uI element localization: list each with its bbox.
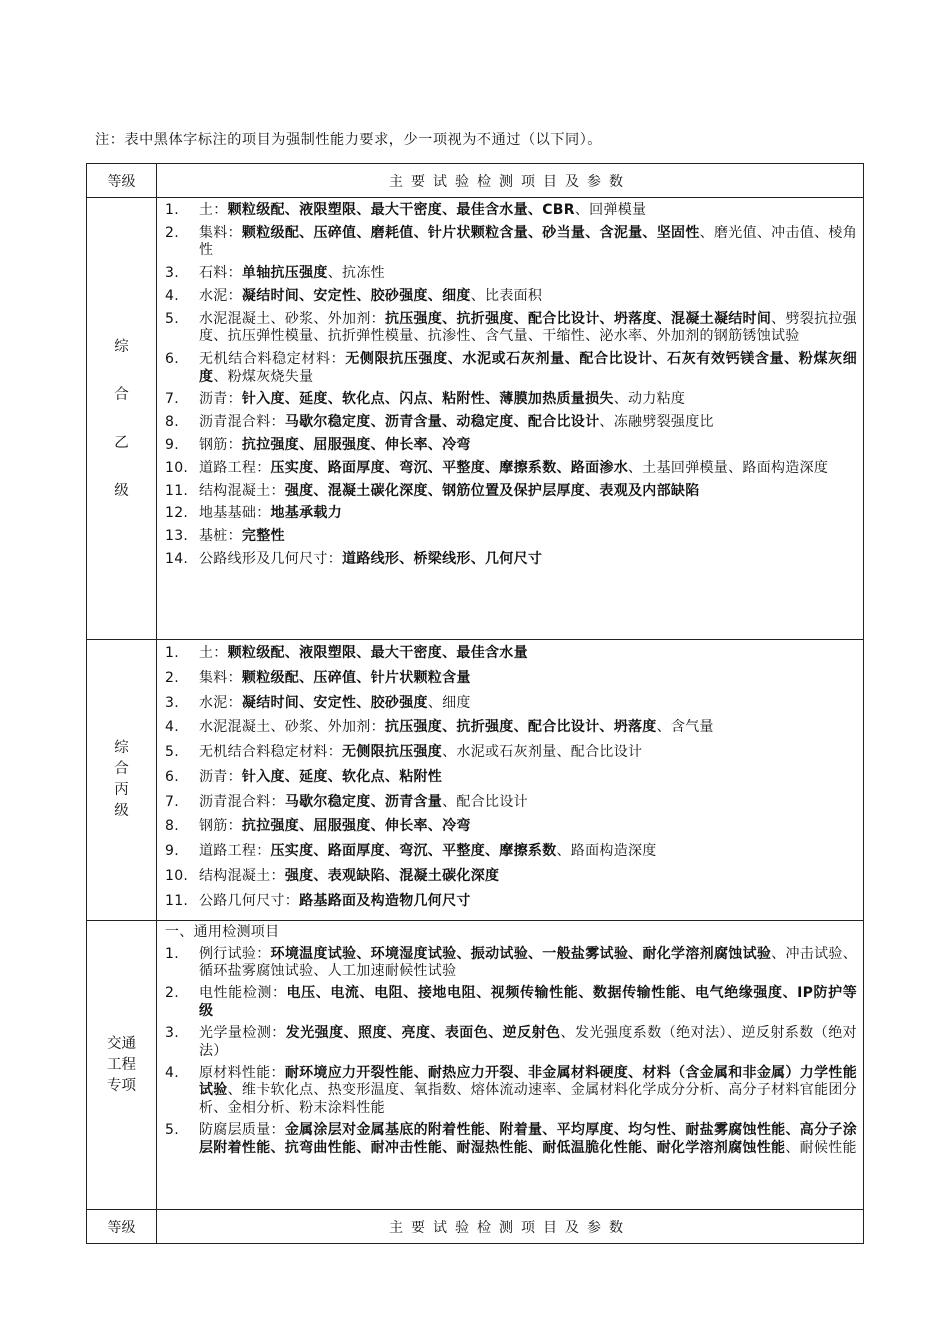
item-number: 2. xyxy=(165,224,179,241)
item-number: 11. xyxy=(165,892,189,909)
item-text xyxy=(199,1025,857,1060)
mandatory-parameters: 抗拉强度、屈服强度、伸长率、冷弯 xyxy=(241,818,471,835)
item-category: 结构混凝土： xyxy=(199,868,285,885)
item-category: 沥青混合料： xyxy=(199,414,285,431)
item-number: 7. xyxy=(165,793,179,810)
item-category: 光学量检测： xyxy=(199,1024,286,1041)
item-category: 地基基础： xyxy=(199,505,271,522)
item-text xyxy=(199,505,857,523)
item-category: 土： xyxy=(199,645,228,661)
item-text xyxy=(199,551,857,569)
item-text xyxy=(199,794,857,812)
item-text xyxy=(199,414,857,432)
item-text xyxy=(199,265,857,283)
item-category: 公路线形及几何尺寸： xyxy=(199,550,342,567)
mandatory-parameters: 马歇尔稳定度、沥青含量 xyxy=(284,793,443,810)
list-item xyxy=(165,818,857,836)
mandatory-parameters: 耐环境应力开裂性能、耐热应力开裂、非金属材料硬度、材料（含金属和非金属）力学性能试验 xyxy=(199,1064,857,1099)
list-item xyxy=(165,1025,857,1060)
mandatory-parameters: 地基承载力 xyxy=(270,505,342,522)
item-category: 道路工程： xyxy=(199,843,271,860)
item-text xyxy=(199,202,857,220)
item-category: 基桩： xyxy=(199,528,242,545)
item-category: 土： xyxy=(199,202,228,218)
optional-parameters: 、比表面积 xyxy=(470,287,543,304)
item-text xyxy=(199,391,857,409)
optional-parameters: 、维卡软化点、热变形温度、氧指数、熔体流动速率、金属材料化学成分分析、高分子材料官能团分析、金相分析、粉末涂料性能 xyxy=(199,1082,857,1116)
item-text xyxy=(199,670,857,688)
item-category: 道路工程： xyxy=(199,459,271,476)
item-category: 钢筋： xyxy=(199,437,242,454)
item-number: 12. xyxy=(165,505,189,522)
item-number: 8. xyxy=(165,414,179,431)
mandatory-parameters: 压实度、路面厚度、弯沉、平整度、摩擦系数、路面渗水 xyxy=(270,459,628,476)
item-category: 水泥混凝土、砂浆、外加剂： xyxy=(199,719,385,736)
item-text xyxy=(199,868,857,886)
optional-parameters: 、冲击试验、循环盐雾腐蚀试验、人工加速耐候性试验 xyxy=(199,945,858,980)
item-text xyxy=(199,695,857,713)
item-number: 11. xyxy=(165,482,189,499)
item-text xyxy=(199,719,857,737)
item-category: 集料： xyxy=(199,669,242,686)
item-number: 4. xyxy=(165,287,179,304)
mandatory-parameters: 单轴抗压强度 xyxy=(241,265,328,282)
optional-parameters: 、粉煤灰烧失量 xyxy=(213,368,314,385)
optional-parameters: 、土基回弹模量、路面构造深度 xyxy=(628,459,829,476)
table-note: 注：表中黑体字标注的项目为强制性能力要求，少一项视为不通过（以下同）。 xyxy=(95,132,602,148)
item-number: 6. xyxy=(165,768,179,785)
mandatory-parameters: 抗拉强度、屈服强度、伸长率、冷弯 xyxy=(241,437,471,454)
item-text xyxy=(199,985,857,1020)
item-number: 7. xyxy=(165,391,179,408)
item-number: 1. xyxy=(165,202,179,218)
item-number: 14. xyxy=(165,550,189,567)
list-item xyxy=(165,202,857,220)
item-text xyxy=(199,437,857,455)
mandatory-parameters: 完整性 xyxy=(241,528,285,545)
list-item xyxy=(165,414,857,432)
item-category: 沥青： xyxy=(199,391,242,408)
mandatory-parameters: 颗粒级配、液限塑限、最大干密度、最佳含水量 xyxy=(227,645,528,661)
item-category: 水泥： xyxy=(199,287,242,304)
item-number: 2. xyxy=(165,985,179,1002)
table-header-row xyxy=(87,164,864,198)
item-number: 1. xyxy=(165,945,179,962)
item-category: 结构混凝土： xyxy=(199,482,285,499)
optional-parameters: 、耐候性能 xyxy=(785,1139,857,1156)
item-text xyxy=(199,351,857,386)
optional-parameters: 、细度 xyxy=(427,694,471,711)
item-number: 10. xyxy=(165,868,189,885)
grade-label: 综 合 乙 级 xyxy=(114,338,129,499)
list-item xyxy=(165,744,857,762)
subheading-general-items: 一、通用检测项目 xyxy=(165,924,280,940)
grade-label: 综 合 丙 级 xyxy=(114,740,129,819)
mandatory-parameters: 环境温度试验、环境湿度试验、振动试验、一般盐雾试验、耐化学溶剂腐蚀试验 xyxy=(270,945,772,962)
item-text xyxy=(199,460,857,478)
item-category: 水泥： xyxy=(199,694,242,711)
optional-parameters: 、抗冻性 xyxy=(327,265,385,282)
mandatory-parameters: 金属涂层对金属基底的附着性能、附着量、平均厚度、均匀性、耐盐雾腐蚀性能、高分子涂层附着性能、抗弯曲性能、耐冲击性能、耐湿热性能、耐低温脆化性能、耐化学溶剂腐蚀性能 xyxy=(199,1121,857,1156)
grade-cell-zonghe-yi xyxy=(87,198,157,640)
list-item xyxy=(165,645,857,663)
optional-parameters: 、发光强度系数（绝对法）、逆反射系数（绝对法） xyxy=(199,1024,857,1059)
item-category: 石料： xyxy=(199,265,242,282)
item-number: 2. xyxy=(165,669,179,686)
item-text xyxy=(199,288,857,306)
items-cell-zonghe-yi xyxy=(157,198,864,640)
list-item xyxy=(165,528,857,546)
item-category: 沥青混合料： xyxy=(199,793,285,810)
mandatory-parameters: 发光强度、照度、亮度、表面色、逆反射色 xyxy=(285,1024,561,1041)
list-item xyxy=(165,868,857,886)
item-text xyxy=(199,769,857,787)
mandatory-parameters: 无侧限抗压强度 xyxy=(342,744,443,761)
grade-cell-jiaotong xyxy=(87,921,157,1210)
items-column-header: 主要试验检测项目及参数 xyxy=(157,164,864,198)
optional-parameters: 、动力粘度 xyxy=(613,391,686,408)
optional-parameters: 、磨光值、冲击值、棱角性 xyxy=(199,224,857,259)
list-item xyxy=(165,794,857,812)
item-category: 集料： xyxy=(199,224,242,241)
qualification-table xyxy=(86,163,864,1244)
list-item xyxy=(165,985,857,1020)
item-number: 9. xyxy=(165,843,179,860)
mandatory-parameters: 针入度、延度、软化点、闪点、粘附性、薄膜加热质量损失 xyxy=(241,391,614,408)
list-item xyxy=(165,505,857,523)
list-item xyxy=(165,265,857,283)
mandatory-parameters: 颗粒级配、压碎值、针片状颗粒含量 xyxy=(241,669,471,686)
item-number: 3. xyxy=(165,1024,179,1041)
mandatory-parameters: 无侧限抗压强度、水泥或石灰剂量、配合比设计、石灰有效钙镁含量、粉煤灰细度 xyxy=(199,351,857,385)
mandatory-parameters: 抗压强度、抗折强度、配合比设计、坍落度 xyxy=(384,719,657,736)
item-text xyxy=(199,645,857,663)
optional-parameters: 、水泥或石灰剂量、配合比设计 xyxy=(442,744,643,761)
mandatory-parameters: 针入度、延度、软化点、粘附性 xyxy=(241,768,443,785)
mandatory-parameters: 电压、电流、电阻、接地电阻、视频传输性能、数据传输性能、电气绝缘强度、IP防护等级 xyxy=(199,985,857,1019)
optional-parameters: 、劈裂抗拉强度、抗压弹性模量、抗折弹性模量、抗渗性、含气量、干缩性、泌水率、外加剂的钢筋锈蚀试验 xyxy=(199,310,857,345)
table-footer-row xyxy=(87,1210,864,1244)
list-item xyxy=(165,551,857,569)
list-item xyxy=(165,843,857,861)
item-category: 沥青： xyxy=(199,768,242,785)
item-number: 5. xyxy=(165,744,179,761)
grade-cell-zonghe-bing xyxy=(87,640,157,921)
item-category: 防腐层质量： xyxy=(199,1121,285,1138)
list-item xyxy=(165,1065,857,1118)
item-number: 9. xyxy=(165,437,179,454)
list-item xyxy=(165,483,857,501)
item-number: 8. xyxy=(165,818,179,835)
mandatory-parameters: 强度、混凝土碳化深度、钢筋位置及保护层厚度、表观及内部缺陷 xyxy=(284,482,700,499)
section-row-zonghe-yi xyxy=(87,198,864,640)
list-item xyxy=(165,351,857,386)
list-item xyxy=(165,311,857,346)
item-text xyxy=(199,311,857,346)
item-category: 钢筋： xyxy=(199,818,242,835)
item-category: 无机结合料稳定材料： xyxy=(199,351,346,368)
list-item xyxy=(165,460,857,478)
item-number: 3. xyxy=(165,265,179,282)
mandatory-parameters: 强度、表观缺陷、混凝土碳化深度 xyxy=(284,868,500,885)
mandatory-parameters: 颗粒级配、液限塑限、最大干密度、最佳含水量、CBR xyxy=(227,202,575,218)
item-text xyxy=(199,893,857,911)
mandatory-parameters: 路基路面及构造物几何尺寸 xyxy=(299,892,471,909)
list-item xyxy=(165,1122,857,1157)
mandatory-parameters: 抗压强度、抗折强度、配合比设计、坍落度、混凝土凝结时间 xyxy=(384,310,772,327)
grade-column-header: 等级 xyxy=(87,164,157,198)
mandatory-parameters: 压实度、路面厚度、弯沉、平整度、摩擦系数 xyxy=(270,843,557,860)
item-number: 5. xyxy=(165,1121,179,1138)
item-text xyxy=(199,483,857,501)
section-row-zonghe-bing xyxy=(87,640,864,921)
item-category: 公路几何尺寸： xyxy=(199,892,300,909)
items-cell-jiaotong xyxy=(157,921,864,1210)
item-text xyxy=(199,843,857,861)
grade-column-footer: 等级 xyxy=(87,1210,157,1244)
list-item xyxy=(165,225,857,260)
item-text xyxy=(199,818,857,836)
optional-parameters: 、含气量 xyxy=(656,719,714,736)
list-item xyxy=(165,288,857,306)
item-number: 4. xyxy=(165,1064,179,1081)
mandatory-parameters: 颗粒级配、压碎值、磨耗值、针片状颗粒含量、砂当量、含泥量、坚固性 xyxy=(241,224,700,241)
item-number: 5. xyxy=(165,310,179,327)
item-category: 原材料性能： xyxy=(199,1064,285,1081)
item-number: 13. xyxy=(165,528,189,545)
item-category: 水泥混凝土、砂浆、外加剂： xyxy=(199,310,385,327)
item-text xyxy=(199,946,857,981)
list-item xyxy=(165,719,857,737)
item-number: 3. xyxy=(165,694,179,711)
item-text xyxy=(199,225,857,260)
optional-parameters: 、回弹模量 xyxy=(574,202,647,218)
item-category: 电性能检测： xyxy=(199,985,287,1002)
section-row-jiaotong-zhuanxiang xyxy=(87,921,864,1210)
items-cell-zonghe-bing xyxy=(157,640,864,921)
item-category: 例行试验： xyxy=(199,945,271,962)
list-item xyxy=(165,695,857,713)
optional-parameters: 、配合比设计 xyxy=(442,793,528,810)
list-item xyxy=(165,437,857,455)
list-item xyxy=(165,391,857,409)
mandatory-parameters: 道路线形、桥梁线形、几何尺寸 xyxy=(342,550,543,567)
mandatory-parameters: 凝结时间、安定性、胶砂强度、细度 xyxy=(241,287,471,304)
list-item xyxy=(165,670,857,688)
item-number: 4. xyxy=(165,719,179,736)
item-number: 10. xyxy=(165,459,189,476)
optional-parameters: 、路面构造深度 xyxy=(556,843,657,860)
item-number: 6. xyxy=(165,351,179,368)
mandatory-parameters: 凝结时间、安定性、胶砂强度 xyxy=(241,694,428,711)
item-text xyxy=(199,1065,857,1118)
list-item xyxy=(165,946,857,981)
item-text xyxy=(199,1122,857,1157)
optional-parameters: 、冻融劈裂强度比 xyxy=(599,414,714,431)
list-item xyxy=(165,769,857,787)
mandatory-parameters: 马歇尔稳定度、沥青含量、动稳定度、配合比设计 xyxy=(284,414,600,431)
item-category: 无机结合料稳定材料： xyxy=(199,744,342,761)
items-column-footer: 主要试验检测项目及参数 xyxy=(157,1210,864,1244)
item-text xyxy=(199,528,857,546)
list-item xyxy=(165,893,857,911)
item-number: 1. xyxy=(165,645,179,661)
item-text xyxy=(199,744,857,762)
grade-label: 交通 工程 专项 xyxy=(107,1035,136,1094)
